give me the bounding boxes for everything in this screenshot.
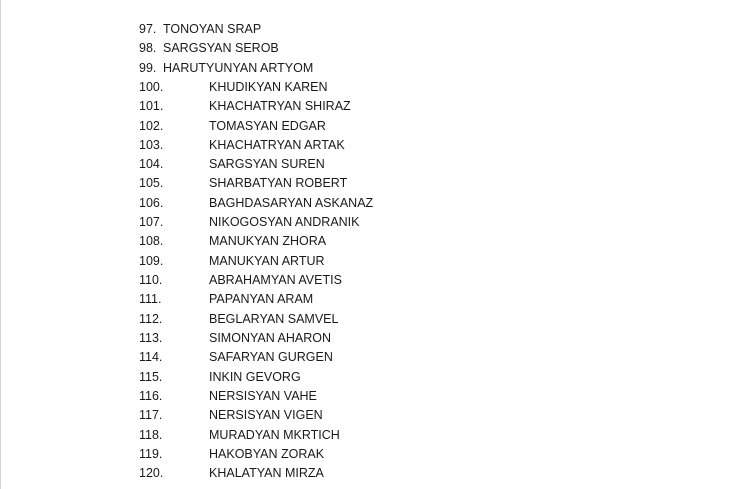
list-item (0, 348, 739, 367)
list-item (0, 78, 739, 97)
list-item (0, 290, 739, 309)
list-item-name: MURADYAN MKRTICH (209, 428, 340, 442)
list-item-number: 100. (139, 80, 164, 94)
list-item-name: MANUKYAN ZHORA (209, 234, 327, 248)
list-item-name: BAGHDASARYAN ASKANAZ (209, 196, 374, 210)
list-item-number: 99. (139, 61, 157, 75)
list-item-number: 117. (139, 408, 163, 422)
list-item (0, 329, 739, 348)
list-item-name: KHUDIKYAN KAREN (209, 80, 328, 94)
list-item-number: 97. (139, 22, 157, 36)
list-item (0, 445, 739, 464)
list-item-name: PAPANYAN ARAM (209, 292, 314, 306)
list-item-number: 120. (139, 466, 164, 480)
list-item-number: 107. (139, 215, 164, 229)
list-item (0, 406, 739, 425)
list-item (0, 426, 739, 445)
list-item (0, 97, 739, 116)
list-item-name: SAFARYAN GURGEN (209, 350, 333, 364)
list-item (0, 174, 739, 193)
list-item (0, 194, 739, 213)
list-item-number: 104. (139, 157, 164, 171)
list-item-name: INKIN GEVORG (209, 370, 301, 384)
list-item-number: 116. (139, 389, 163, 403)
list-item-number: 105. (139, 176, 164, 190)
list-item-number: 101. (139, 99, 164, 113)
list-item-number: 103. (139, 138, 164, 152)
list-item (0, 368, 739, 387)
list-item-number: 113. (139, 331, 163, 345)
list-item-name: SHARBATYAN ROBERT (209, 176, 348, 190)
list-item (0, 232, 739, 251)
list-item (0, 20, 739, 39)
list-item-number: 112. (139, 312, 163, 326)
list-item-name: KHALATYAN MIRZA (209, 466, 324, 480)
list-item (0, 252, 739, 271)
list-item-name: SARGSYAN SEROB (163, 41, 279, 55)
list-item (0, 117, 739, 136)
list-item (0, 213, 739, 232)
list-item-name: SIMONYAN AHARON (209, 331, 332, 345)
list-item-name: MANUKYAN ARTUR (209, 254, 325, 268)
list-item-name: BEGLARYAN SAMVEL (209, 312, 339, 326)
list-item-name: KHACHATRYAN ARTAK (209, 138, 345, 152)
list-item-number: 111. (139, 292, 162, 306)
list-item (0, 271, 739, 290)
list-item-number: 119. (139, 447, 163, 461)
list-item-name: KHACHATRYAN SHIRAZ (209, 99, 351, 113)
list-item-number: 114. (139, 350, 163, 364)
list-item-number: 118. (139, 428, 163, 442)
list-item-number: 106. (139, 196, 164, 210)
list-item-number: 115. (139, 370, 163, 384)
list-item-name: SARGSYAN SUREN (209, 157, 325, 171)
list-item-name: NERSISYAN VIGEN (209, 408, 323, 422)
list-item (0, 136, 739, 155)
list-item-number: 108. (139, 234, 164, 248)
list-item-number: 102. (139, 119, 164, 133)
list-item-name: NIKOGOSYAN ANDRANIK (209, 215, 360, 229)
list-item-number: 109. (139, 254, 164, 268)
list-item-name: HARUTYUNYAN ARTYOM (163, 61, 314, 75)
list-item (0, 387, 739, 406)
list-item-name: HAKOBYAN ZORAK (209, 447, 325, 461)
list-item (0, 464, 739, 483)
list-item-number: 98. (139, 41, 157, 55)
list-item-name: NERSISYAN VAHE (209, 389, 317, 403)
list-item-name: TOMASYAN EDGAR (209, 119, 326, 133)
list-item (0, 310, 739, 329)
list-item-name: TONOYAN SRAP (163, 22, 262, 36)
list-item (0, 155, 739, 174)
list-item (0, 39, 739, 58)
list-item-name: ABRAHAMYAN AVETIS (209, 273, 342, 287)
list-item (0, 59, 739, 78)
list-item-number: 110. (139, 273, 163, 287)
